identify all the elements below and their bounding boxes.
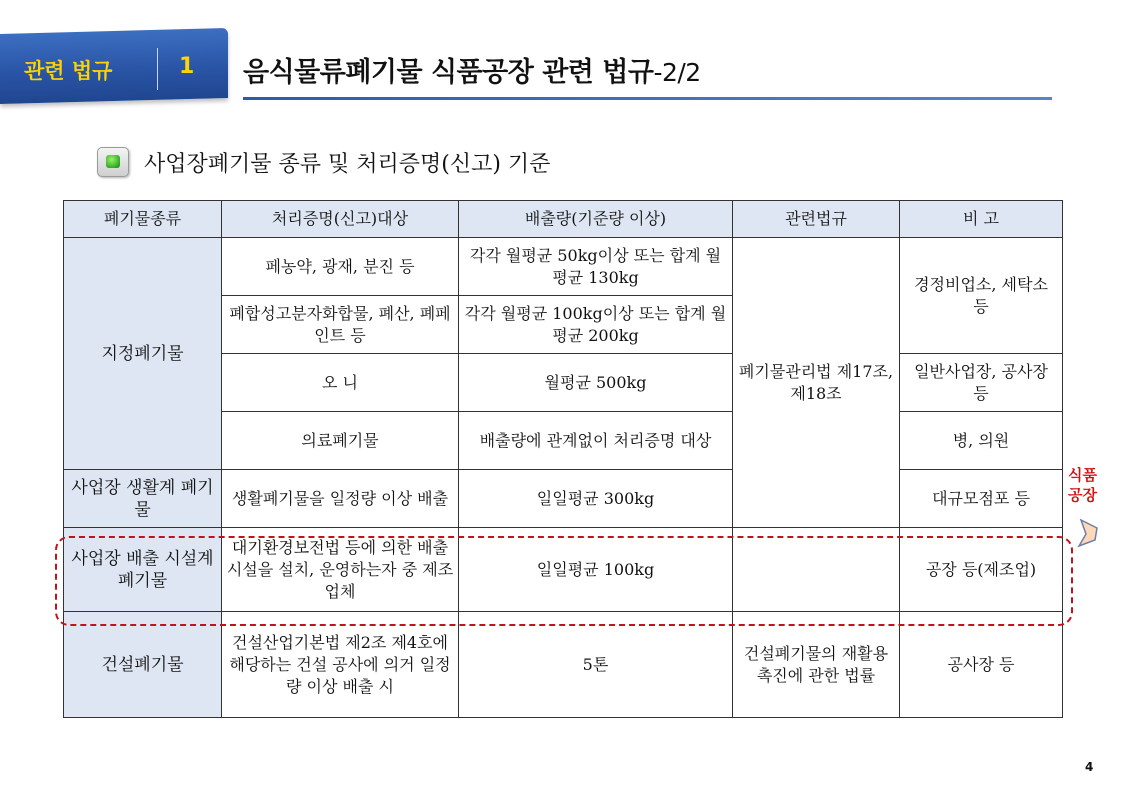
badge-divider — [157, 48, 158, 90]
callout-pointer-icon — [1077, 518, 1101, 548]
note-cell: 공사장 등 — [900, 612, 1063, 718]
target-cell: 대기환경보전법 등에 의한 배출시설을 설치, 운영하는자 중 제조업체 — [222, 528, 459, 612]
note-cell: 일반사업장, 공사장 등 — [900, 354, 1063, 412]
page-title-main: 음식물류폐기물 식품공장 관련 법규 — [243, 57, 654, 88]
side-note-line2: 공장 — [1068, 486, 1097, 504]
target-cell: 오 니 — [222, 354, 459, 412]
table-header-row — [64, 201, 1063, 238]
table-row — [64, 612, 1063, 718]
food-factory-highlight-box — [55, 536, 1073, 626]
category-cell: 건설폐기물 — [64, 612, 222, 718]
title-underline — [243, 97, 1052, 100]
column-header: 관련법규 — [733, 201, 900, 238]
page-title — [243, 50, 701, 89]
category-cell: 사업장 생활계 폐기물 — [64, 470, 222, 528]
target-cell: 폐합성고분자화합물, 폐산, 폐페인트 등 — [222, 296, 459, 354]
amount-cell: 배출량에 관계없이 처리증명 대상 — [459, 412, 733, 470]
column-header: 배출량(기준량 이상) — [459, 201, 733, 238]
amount-cell: 월평균 500kg — [459, 354, 733, 412]
table-row — [64, 470, 1063, 528]
column-header: 비 고 — [900, 201, 1063, 238]
category-cell: 지정폐기물 — [64, 238, 222, 470]
note-cell: 공장 등(제조업) — [900, 528, 1063, 612]
note-cell: 병, 의원 — [900, 412, 1063, 470]
amount-cell: 각각 월평균 100kg이상 또는 합계 월평균 200kg — [459, 296, 733, 354]
target-cell: 의료폐기물 — [222, 412, 459, 470]
column-header: 처리증명(신고)대상 — [222, 201, 459, 238]
page-number: 4 — [1085, 760, 1094, 774]
note-cell: 경정비업소, 세탁소 등 — [900, 238, 1063, 354]
category-cell: 사업장 배출 시설계 폐기물 — [64, 528, 222, 612]
section-heading: 사업장폐기물 종류 및 처리증명(신고) 기준 — [144, 152, 551, 177]
amount-cell: 일일평균 300kg — [459, 470, 733, 528]
note-cell: 대규모점포 등 — [900, 470, 1063, 528]
side-note — [1068, 465, 1097, 505]
column-header: 폐기물종류 — [64, 201, 222, 238]
target-cell: 건설산업기본법 제2조 제4호에 해당하는 건설 공사에 의거 일정량 이상 배출 시 — [222, 612, 459, 718]
amount-cell: 5톤 — [459, 612, 733, 718]
section-label: 관련 법규 — [24, 59, 113, 83]
target-cell: 페농약, 광재, 분진 등 — [222, 238, 459, 296]
section-number: 1 — [179, 54, 195, 79]
amount-cell: 각각 월평균 50kg이상 또는 합계 월평균 130kg — [459, 238, 733, 296]
target-cell: 생활폐기물을 일정량 이상 배출 — [222, 470, 459, 528]
page-title-suffix: -2/2 — [653, 58, 701, 87]
law-cell: 폐기물관리법 제17조, 제18조 — [733, 238, 900, 528]
side-note-line1: 식품 — [1068, 466, 1097, 484]
law-cell: 건설폐기물의 재활용촉진에 관한 법률 — [733, 612, 900, 718]
amount-cell: 일일평균 100kg — [459, 528, 733, 612]
regulation-table — [63, 200, 1063, 718]
green-square-bullet-icon — [97, 147, 129, 177]
table-row — [64, 238, 1063, 296]
